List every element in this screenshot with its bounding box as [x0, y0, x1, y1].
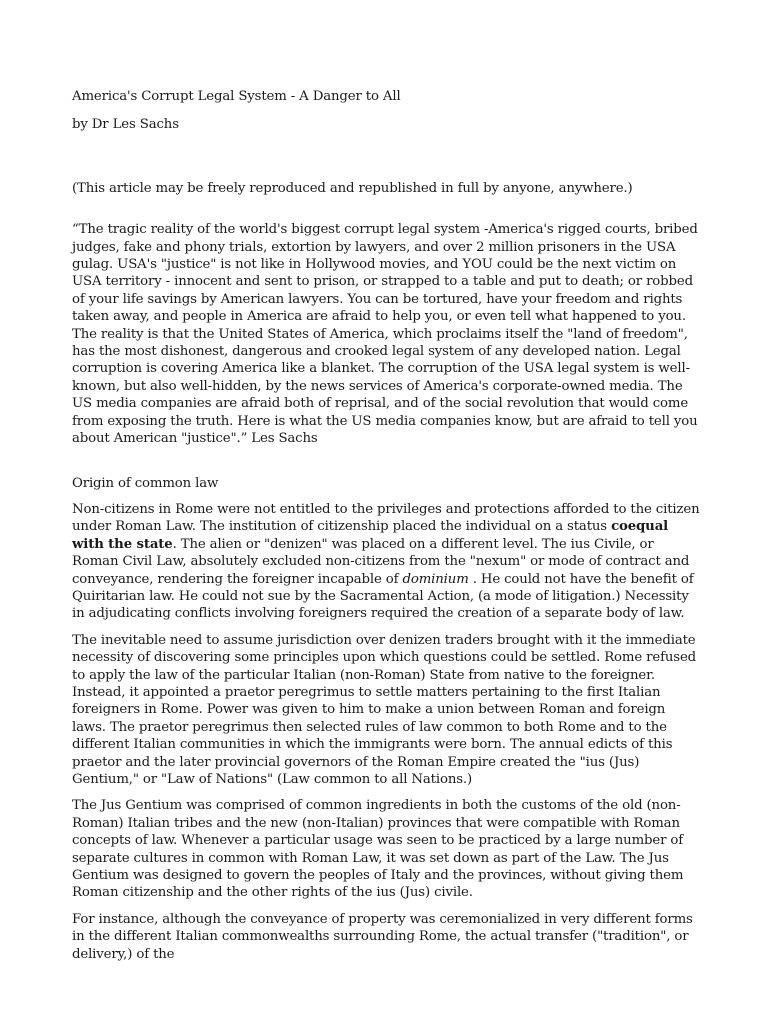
- reproduction-notice: (This article may be freely reproduced and republished in full by anyone, anywhere.): [72, 180, 633, 196]
- section-heading: Origin of common law: [72, 475, 219, 491]
- article-title: America's Corrupt Legal System - A Danger to All: [72, 89, 401, 104]
- paragraph-3: The Jus Gentium was comprised of common ingredients in both the customs of the old (non-Roman) Italian tribes and the new (non-Italian) provinces that were compatible with Roman concepts of law. Whenever a particular usage was seen to be practiced by a large number of separate cultures in common with Roman Law, it was set down as part of the Law. The Jus Gentium was designed to govern the peoples of Italy and the provinces, without giving them Roman citizenship and the other rights of the ius (Jus) civile.: [72, 798, 684, 901]
- paragraph-1-part1: Non-citizens in Rome were not entitled to the privileges and protections afforded to the citizen under Roman Law. The institution of citizenship placed the individual on a status: [72, 501, 700, 535]
- author-byline: by Dr Les Sachs: [72, 117, 179, 133]
- paragraph-1-part2: . The alien or "denizen" was placed on a different level. The ius Civile, or Roman Civil Law, absolutely excluded non-citizens from the "nexum" or mode of contract and conveyance, rendering the foreigner incapable of: [72, 536, 690, 587]
- intro-quote: “The tragic reality of the world's biggest corrupt legal system -America's rigged courts, bribed judges, fake and phony trials, extortion by lawyers, and over 2 million prisoners in the USA gulag. USA's "justice" is not like in Hollywood movies, and YOU could be the next victim on USA territory - innocent and sent to prison, or strapped to a table and put to death; or robbed of your life savings by American lawyers. You can be tortured, have your freedom and rights taken away, and people in America are afraid to help you, or even tell what happened to you. The reality is that the United States of America, which proclaims itself the "land of freedom", has the most dishonest, dangerous and crooked legal system of any developed nation. Legal corruption is covering America like a blanket. The corruption of the USA legal system is well-known, but also well-hidden, by the news services of America's corporate-owned media. The US media companies are afraid both of reprisal, and of the social revolution that would come from exposing the truth. Here is what the US media companies know, but are afraid to tell you about American "justice".” Les Sachs: [72, 222, 698, 447]
- document-page: [72, 88, 700, 963]
- paragraph-2: The inevitable need to assume jurisdiction over denizen traders brought with it the immediate necessity of discovering some principles upon which questions could be settled. Rome refused to apply the law of the particular Italian (non-Roman) State from native to the foreigner. Instead, it appointed a praetor peregrimus to settle matters pertaining to the first Italian foreigners in Rome. Power was given to him to make a union between Roman and foreign laws. The praetor peregrimus then selected rules of law common to both Rome and to the different Italian communities in which the immigrants were born. The annual edicts of this praetor and the later provincial governors of the Roman Empire created the "ius (Jus) Gentium," or "Law of Nations" (Law common to all Nations.): [72, 632, 697, 787]
- paragraph-1-bold: coequal with the state: [72, 519, 669, 552]
- paragraph-4: For instance, although the conveyance of property was ceremonialized in very different forms in the different Italian commonwealths surrounding Rome, the actual transfer ("tradition", or delivery,) of the: [72, 911, 693, 962]
- paragraph-1-part3: . He could not have the benefit of Quiritarian law. He could not sue by the Sacramental Action, (a mode of litigation.) Necessity in adjudicating conflicts involving foreigners required the creation of a separate body of law.: [72, 571, 694, 622]
- paragraph-1-italic: dominium: [402, 571, 469, 587]
- paragraph-1: [72, 501, 700, 623]
